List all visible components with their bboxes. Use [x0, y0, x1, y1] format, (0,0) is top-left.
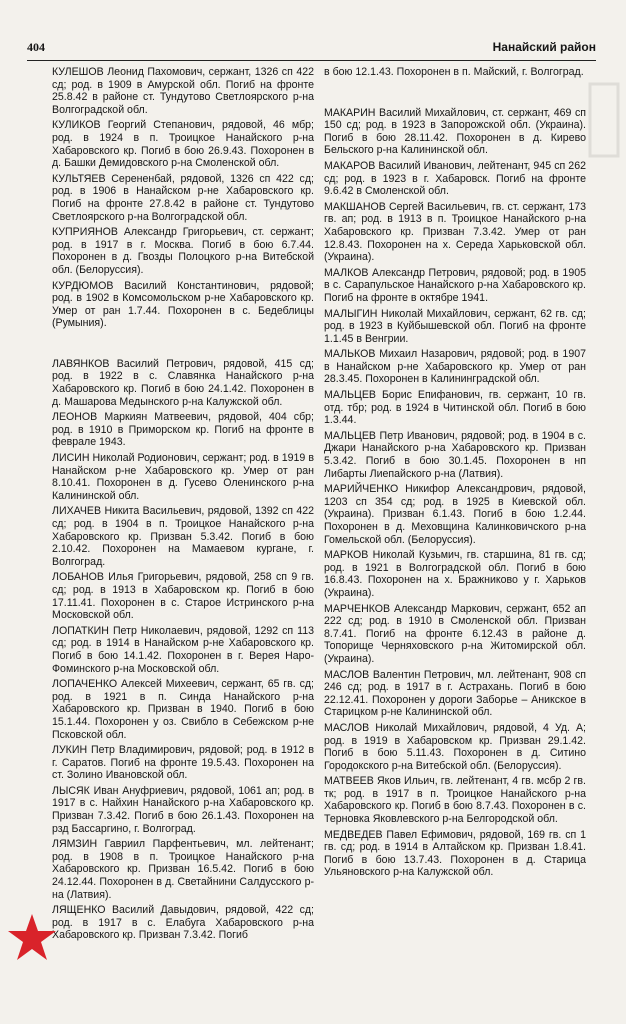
entry-details: Сергей Васильевич, гв. ст. сержант, 173 гв. ап; род. в 1913 в п. Троицкое Нанайского р-на Хабаровского кр. Призван 7.3.42. Умер от ран 12.8.43. Похоронен на х. Середа Харьковской обл. (Украина).	[324, 200, 586, 264]
list-item	[52, 226, 314, 276]
list-item	[52, 119, 314, 169]
list-item	[52, 66, 314, 116]
entry-details: Василий Петрович, рядовой, 415 сд; род. в 1922 в с. Славянка Нанайского р-на Хабаровского кр. Погиб в бою 24.1.42. Похоронен в д. Машарова Медынского р-на Калужской обл.	[52, 357, 315, 408]
entry-details: Александр Григорьевич, ст. сержант; род. в 1917 в г. Москва. Погиб в бою 6.7.44. Похоронен в д. Гвозды Полоцкого р-на Витебской обл. (Белоруссия).	[52, 226, 314, 276]
entry-surname: ЛЕОНОВ	[52, 411, 98, 424]
list-item	[324, 201, 586, 264]
list-item	[324, 107, 586, 157]
entry-surname: ЛЯМЗИН	[52, 838, 98, 851]
entry-details: Александр Петрович, рядовой; род. в 1905 в с. Сарапульское Нанайского р-на Хабаровского кр. Погиб на фронте в октябре 1941.	[324, 266, 586, 304]
page-number: 404	[27, 40, 45, 54]
list-item	[52, 280, 314, 330]
list-item	[324, 669, 586, 719]
entry-surname: МАТВЕЕВ	[324, 775, 374, 788]
list-item	[52, 625, 314, 675]
entry-details: Илья Григорьевич, рядовой, 258 сп 9 гв. сд; род. в 1913 в Хабаровском кр. Погиб в бою 17.11.41. Похоронен в с. Старое Истринского р-на Московской обл.	[52, 571, 314, 622]
entry-details: Леонид Пахомович, сержант, 1326 сп 422 сд; род. в 1909 в Амурской обл. Погиб на фронте 25.8.42 в районе ст. Тундутово Светлоярского р-на Волгоградской обл.	[52, 66, 314, 116]
entry-surname: МАСЛОВ	[324, 721, 370, 734]
entry-surname: КУПРИЯНОВ	[52, 226, 118, 239]
list-item	[52, 744, 314, 782]
red-star-icon	[6, 912, 58, 964]
list-item	[52, 678, 314, 741]
list-item	[324, 829, 586, 879]
entry-details: Серененбай, рядовой, 1326 сп 422 сд; род. в 1906 в Нанайском р-не Хабаровского кр. Погиб на фронте 27.8.42 в районе ст. Тундутово Светлоярского р-на Волгоградской обл.	[52, 172, 314, 223]
entry-details: Борис Епифанович, гв. сержант, 10 гв. отд. тбр; род. в 1924 в Читинской обл. Погиб в бою 1.3.44.	[324, 389, 586, 427]
list-item	[324, 389, 586, 427]
entry-surname: КУРДЮМОВ	[52, 279, 114, 292]
entry-surname: МАЛЬЦЕВ	[324, 429, 376, 442]
list-item	[324, 430, 586, 480]
entry-surname: МАЛЫГИН	[324, 307, 378, 320]
header-rule	[27, 60, 596, 61]
entry-details: Петр Николаевич, рядовой, 1292 сп 113 сд; род. в 1914 в Нанайском р-не Хабаровского кр. Погиб в бою 14.1.42. Похоронен в г. Верея Наро-Фоминского р-на Московской обл.	[52, 624, 314, 675]
entry-details: Михаил Назарович, рядовой; род. в 1907 в Нанайском р-не Хабаровского кр. Умер от ран 28.3.45. Похоронен в Калининградской обл.	[324, 348, 586, 386]
list-item	[324, 267, 586, 305]
entry-details: Николай Михайлович, рядовой, 4 Уд. А; род. в 1919 в Хабаровском кр. Призван 29.1.42. Погиб в бою 5.11.43. Похоронен в д. Ситино Городокского р-на Витебской обл. (Белоруссия).	[324, 721, 587, 772]
entry-details: Николай Михайлович, сержант, 62 гв. сд; род. в 1923 в Куйбышевской обл. Погиб на фронте 1.1.45 в Венгрии.	[324, 307, 586, 345]
left-column	[52, 66, 314, 945]
list-item	[324, 66, 586, 79]
entry-surname: КУЛЬТЯЕВ	[52, 172, 106, 185]
entry-surname: ЛОБАНОВ	[52, 571, 104, 584]
entry-details: Никифор Александрович, рядовой, 1203 сп 354 сд; род. в 1925 в Киевской обл. (Украина). Призван 6.1.43. Погиб в бою 1.2.44. Похоронен в д. Меховщина Калинковичского р-на Гомельской обл. (Белоруссия).	[324, 483, 586, 546]
right-column	[324, 66, 586, 882]
list-item	[52, 173, 314, 223]
entry-details: Петр Владимирович, рядовой; род. в 1912 в г. Саратов. Погиб на фронте 19.5.43. Похоронен на ст. Золино Ивановской обл.	[52, 744, 314, 782]
entry-details: Петр Иванович, рядовой; род. в 1904 в с. Джари Нанайского р-на Хабаровского кр. Призван 5.3.42. Погиб в бою 30.1.45. Похоронен в нп Либарты Лиепайского р-на (Латвия).	[324, 429, 586, 480]
list-item	[324, 603, 586, 666]
entry-surname: МАКШАНОВ	[324, 200, 386, 213]
list-item	[324, 160, 586, 198]
entry-details: Василий Давыдович, рядовой, 422 сд; род. в 1917 в с. Елабуга Хабаровского р-на Хабаровского кр. Призван 7.3.42. Погиб	[52, 904, 314, 942]
entry-surname: ЛЯЩЕНКО	[52, 904, 106, 917]
entry-surname: ЛОПАТКИН	[52, 624, 109, 637]
entry-details: Никита Васильевич, рядовой, 1392 сп 422 сд; род. в 1904 в п. Троицкое Нанайского р-на Хабаровского кр. Призван 5.3.42. Погиб в бою 2.10.42. Похоронен на Мамаевом кургане, г. Волгоград.	[52, 505, 314, 568]
list-item	[324, 348, 586, 386]
list-item	[324, 722, 586, 772]
list-item	[52, 838, 314, 901]
entry-surname: МАРИЙЧЕНКО	[324, 483, 399, 496]
entry-details: Александр Маркович, сержант, 652 ап 222 сд; род. в 1910 в Смоленской обл. Призван 8.7.41. Погиб на фронте 6.12.43 в районе д. Топорище Черняховского р-на Житомирской обл. (Украина).	[324, 602, 586, 665]
entry-details: Василий Константинович, рядовой; род. в 1902 в Комсомольском р-не Хабаровского кр. Умер от ран 1.7.44. Похоронен в с. Бедеблицы (Румыния).	[52, 279, 314, 330]
watermark-icon	[584, 80, 624, 160]
list-item	[324, 775, 586, 825]
entry-surname: ЛУКИН	[52, 744, 88, 757]
list-item	[52, 904, 314, 942]
list-item	[52, 571, 314, 621]
entry-details: Гавриил Парфентьевич, мл. лейтенант; род. в 1908 в п. Троицкое Нанайского р-на Хабаровского кр. Призван 16.5.42. Погиб в бою 24.12.44. Похоронен в д. Светайнини Салдусского р-на (Латвия).	[52, 838, 314, 901]
list-item	[324, 549, 586, 599]
entry-details: Маркиян Матвеевич, рядовой, 404 сбр; род. в 1910 в Приморском кр. Погиб на фронте в феврале 1943.	[52, 411, 314, 449]
entry-details: Яков Ильич, гв. лейтенант, 4 гв. мсбр 2 гв. тк; род. в 1917 в п. Троицкое Нанайского р-на Хабаровского кр. Погиб в бою 8.7.43. Похоронен в с. Терновка Яковлевского р-на Белгородской обл.	[324, 775, 586, 826]
list-item	[324, 483, 586, 546]
entry-surname: ЛИХАЧЕВ	[52, 505, 102, 518]
entry-surname: МАРКОВ	[324, 549, 369, 562]
running-head: Нанайский район	[492, 40, 596, 54]
page-header	[27, 40, 596, 60]
list-item	[52, 785, 314, 835]
list-item	[52, 358, 314, 408]
entry-surname: МАЛЬЦЕВ	[324, 389, 376, 402]
list-item	[324, 308, 586, 346]
entry-details: Валентин Петрович, мл. лейтенант, 908 сп 246 сд; род. в 1917 в г. Астрахань. Погиб в бою 22.12.41. Похоронен у дороги Заборье – Аникское в Старицком р-не Калининской обл.	[324, 668, 586, 719]
entry-details: в бою 12.1.43. Похоронен в п. Майский, г. Волгоград.	[324, 66, 584, 78]
list-item	[52, 505, 314, 568]
entry-surname: МАКАРОВ	[324, 159, 376, 172]
entry-surname: ЛЫСЯК	[52, 784, 90, 797]
entry-details: Василий Михайлович, ст. сержант, 469 сп 150 сд; род. в 1923 в Запорожской обл. (Украина). Погиб в бою 28.11.42. Похоронен в д. Кирево Бельского р-на Калининской обл.	[324, 106, 586, 157]
entry-details: Николай Родионович, сержант; род. в 1919 в Нанайском р-не Хабаровского кр. Умер от ран 8.10.41. Похоронен в д. Гусево Оленинского р-на Калининской обл.	[52, 452, 314, 502]
entry-surname: МАЛЬКОВ	[324, 348, 376, 361]
entry-details: Павел Ефимович, рядовой, 169 гв. сп 1 гв. сд; род. в 1914 в Алтайском кр. Призван 1.8.41. Погиб в бою 13.7.43. Похоронен в д. Старица Ульяновского р-на Калужской обл.	[324, 828, 586, 879]
list-item	[52, 411, 314, 449]
entry-surname: КУЛИКОВ	[52, 119, 101, 132]
entry-details: Алексей Михеевич, сержант, 65 гв. сд; род. в 1921 в п. Синда Нанайского р-на Хабаровского кр. Призван в 1940. Погиб в бою 15.1.44. Похоронен у оз. Свибло в Себежском р-не Псковской обл.	[52, 678, 314, 741]
entry-details: Иван Ануфриевич, рядовой, 1061 ап; род. в 1917 в с. Найхин Нанайского р-на Хабаровского кр. Призван 7.3.42. Погиб в бою 26.1.43. Похоронен на рзд Бассаргино, г. Волгоград.	[52, 784, 314, 835]
entry-surname: ЛАВЯНКОВ	[52, 357, 110, 370]
entry-surname: МАЛКОВ	[324, 266, 369, 279]
entry-surname: МАСЛОВ	[324, 668, 370, 681]
entry-details: Георгий Степанович, рядовой, 46 мбр; род. в 1924 в п. Троицкое Нанайского р-на Хабаровского кр. Погиб в бою 26.9.43. Похоронен в д. Башки Демидовского р-на Смоленской обл.	[52, 119, 314, 170]
entry-surname: МЕДВЕДЕВ	[324, 828, 383, 841]
entry-details: Николай Кузьмич, гв. старшина, 81 гв. сд; род. в 1921 в Волгоградской обл. Погиб в бою 16.8.43. Похоронен на х. Бражниково у г. Харьков (Украина).	[324, 549, 586, 599]
entry-surname: ЛОПАЧЕНКО	[52, 678, 118, 691]
entry-details: Василий Иванович, лейтенант, 945 сп 262 сд; род. в 1923 в г. Хабаровск. Погиб на фронте 9.6.42 в Смоленской обл.	[324, 159, 586, 198]
entry-surname: ЛИСИН	[52, 452, 90, 465]
list-item	[52, 452, 314, 502]
entry-surname: МАРЧЕНКОВ	[324, 602, 391, 615]
entry-surname: МАКАРИН	[324, 106, 376, 119]
entry-surname: КУЛЕШОВ	[52, 66, 104, 78]
